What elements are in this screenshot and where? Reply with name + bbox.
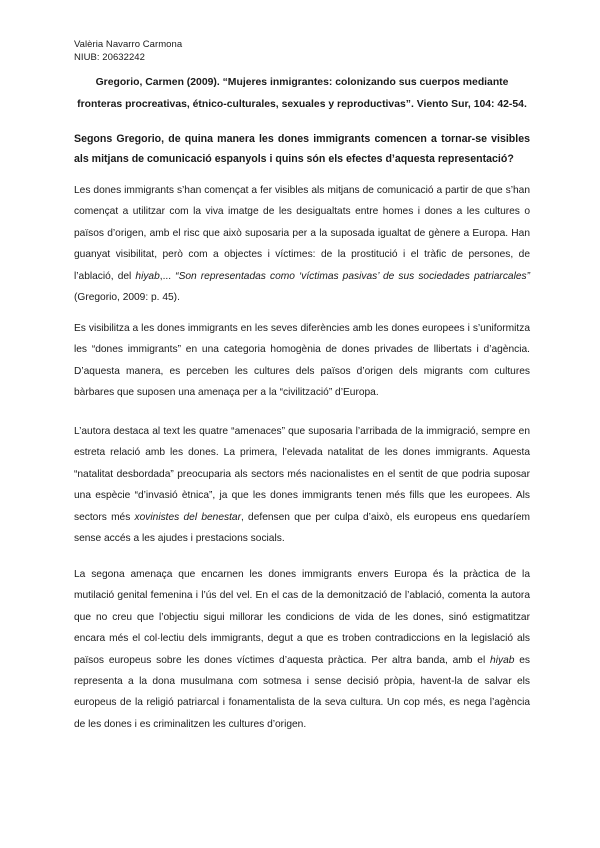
paragraph-1-citation: (Gregorio, 2009: p. 45). bbox=[74, 292, 180, 304]
paragraph-1-text-a: Les dones immigrants s’han començat a fer visibles als mitjans de comunicació a partir de que s’han començat a utilitzar com la viva imatge de les desigualtats entre homes i dones a les cultures o països d’origen, amb el risc que això suposaria per a la suposada igualtat de gènere a Europa. Han guanyat visibilitat, però com a objectes i víctimes: de la prostitució i el tràfic de persones, de l’ablació, del bbox=[74, 185, 530, 282]
essay-question: Segons Gregorio, de quina manera les dones immigrants comencen a tornar-se visibles als mitjans de comunicació espanyols i quins són els efectes d’aquesta representació? bbox=[74, 133, 530, 165]
paragraph-1-text-c: ,... bbox=[159, 270, 176, 282]
author-block bbox=[74, 38, 182, 64]
paragraph-4 bbox=[74, 564, 530, 735]
paragraph-1 bbox=[74, 180, 530, 308]
paragraph-1-quote: “Son representadas como ‘víctimas pasivas’ de sus sociedades patriarcales” bbox=[175, 270, 531, 282]
paragraph-4-text-c: es representa a la dona musulmana com sotmesa i sense decisió pròpia, havent-la de salvar els europeus de la religió patriarcal i fonamentalista de la seva cultura. Un cop més, es nega l’agència de les dones i es criminalitzen les cultures d’origen. bbox=[74, 654, 530, 730]
bibliographic-reference bbox=[74, 72, 530, 116]
paragraph-4-text-a: La segona amenaça que encarnen les dones immigrants envers Europa és la pràctica de la mutilació genital femenina i l’ús del vel. En el cas de la demonització de l’ablació, comenta la autora que no creu que l’objectiu sigui millorar les condicions de vida de les dones, sinó estigmatitzar encara més el col·lectiu dels immigrants, degut a que es troben contradiccions en la legislació als països europeus sobre les dones víctimes d’aquesta pràctica. Per altra banda, amb el bbox=[74, 569, 530, 666]
paragraph-3-term: xovinistes del benestar bbox=[134, 511, 241, 523]
author-name: Valèria Navarro Carmona bbox=[74, 39, 183, 50]
student-id: NIUB: 20632242 bbox=[74, 52, 145, 63]
paragraph-3 bbox=[74, 421, 530, 549]
paragraph-3-text-c: , defensen que per culpa d’això, els europeus ens quedaríem sense accés a les ajudes i prestacions socials. bbox=[74, 511, 530, 545]
paragraph-1-term-hiyab: hiyab bbox=[135, 270, 160, 282]
reference-line-1: Gregorio, Carmen (2009). “Mujeres inmigrantes: colonizando sus cuerpos mediante bbox=[95, 77, 509, 88]
paragraph-2: Es visibilitza a les dones immigrants en les seves diferències amb les dones europees i s’uniformitza les “dones immigrants” en una categoria homogènia de dones privades de llibertats i d’agència. D’aquesta manera, es perceben les cultures dels països d’origen dels migrants com cultures bàrbares que suposen una amenaça per a la “civilització” d’Europa. bbox=[74, 323, 530, 399]
paragraph-3-text-a: L’autora destaca al text les quatre “amenaces” que suposaria l’arribada de la immigració, sempre en estreta relació amb les dones. La primera, l’elevada natalitat de les dones immigrants. Aquesta “natalitat desbordada” preocuparia als sectors més nacionalistes en el sentit de que podria suposar una espècie “d’invasió ètnica”, ja que les dones immigrants tenen més fills que les europees. Als sectors més bbox=[74, 426, 530, 523]
paragraph-4-term-hiyab: hiyab bbox=[490, 654, 515, 666]
reference-line-2: fronteras procreativas, étnico-culturales, sexuales y reproductivas”. Viento Sur, 104: 42-54. bbox=[77, 99, 527, 110]
